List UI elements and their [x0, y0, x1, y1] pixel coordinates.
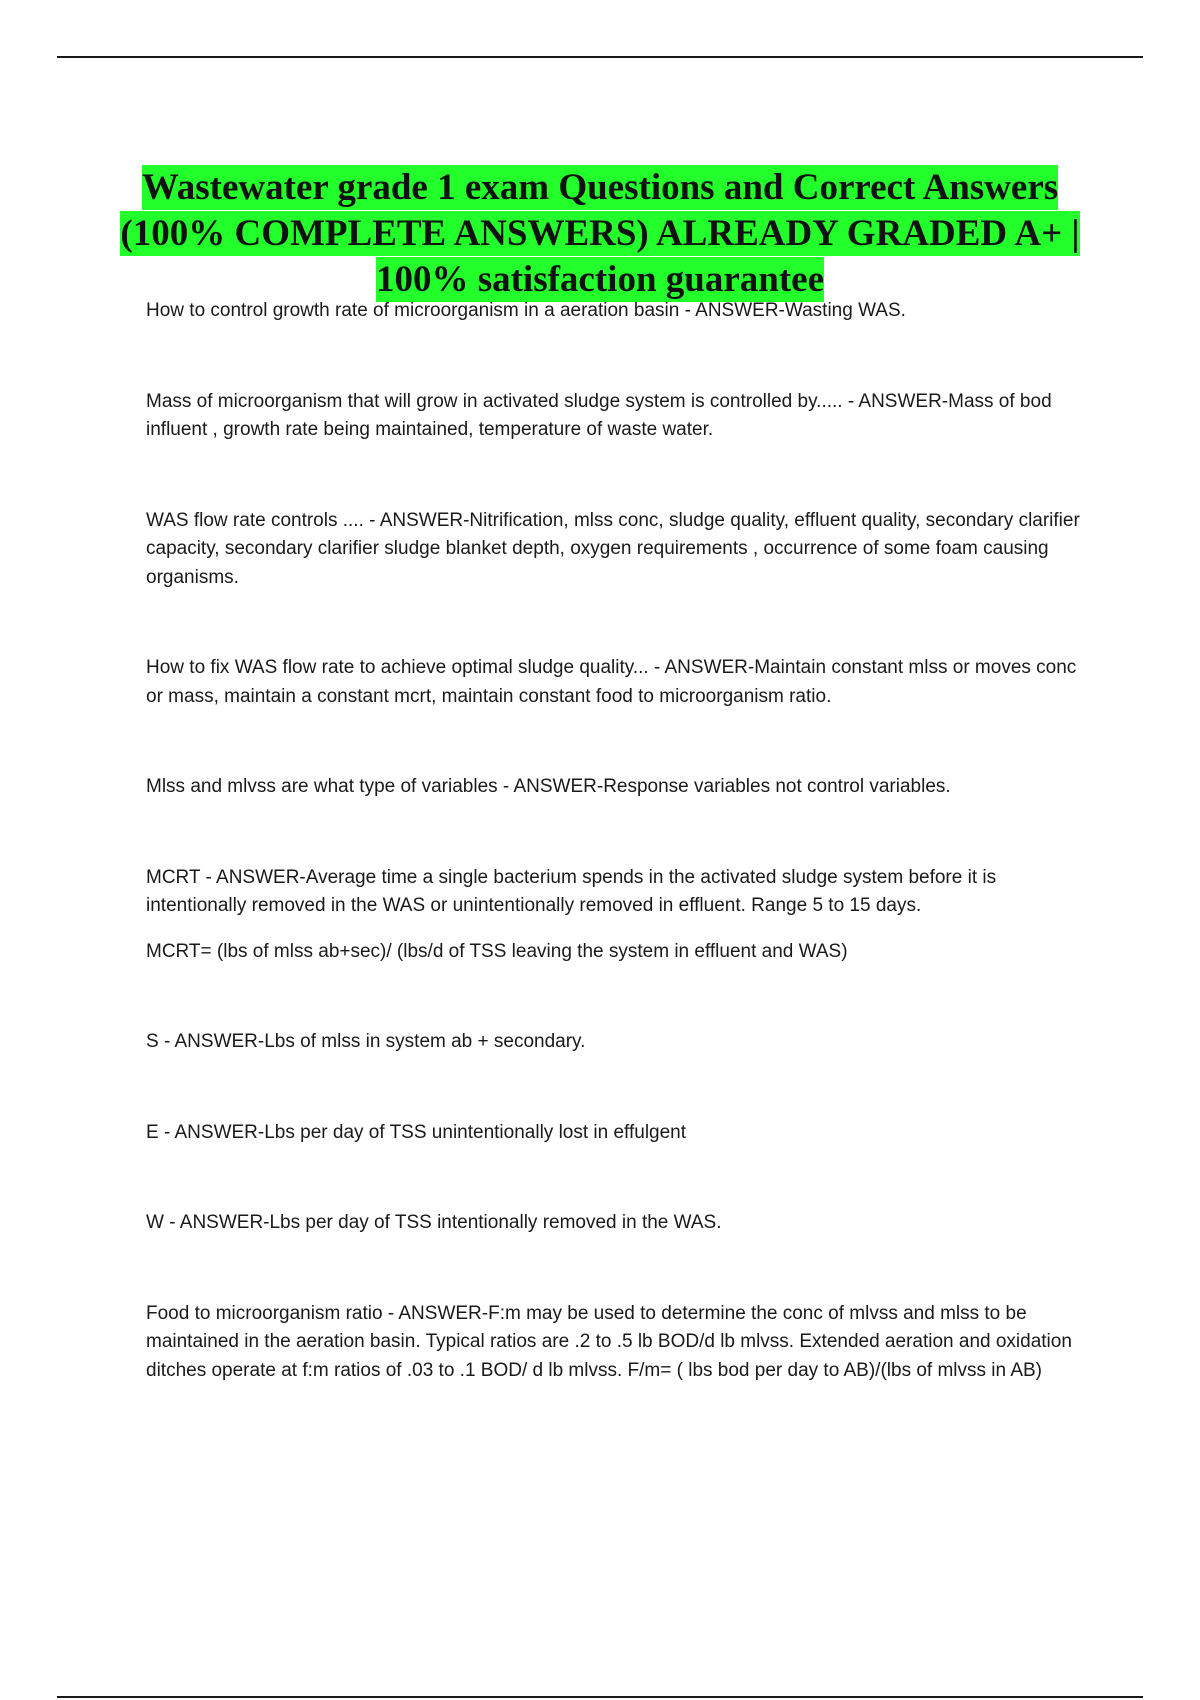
qa-item: E - ANSWER-Lbs per day of TSS unintentionally lost in effulgent [146, 1121, 687, 1143]
qa-item: Food to microorganism ratio - ANSWER-F:m may be used to determine the conc of mlvss and mlss to be maintained in the aeration basin. Typical ratios are .2 to .5 lb BOD/d lb mlvss. Extended aeration and oxidation ditches operate at f:m ratios of .03 to .1 BOD/ d lb mlvss. F/m= ( lbs bod per day to AB)/(lbs of mlvss in AB) [146, 1302, 1072, 1381]
qa-item: S - ANSWER-Lbs of mlss in system ab + secondary. [146, 1031, 586, 1052]
qa-item: Mlss and mlvss are what type of variables - ANSWER-Response variables not control variables. [146, 776, 951, 797]
header-divider [57, 56, 1143, 58]
qa-item: W - ANSWER-Lbs per day of TSS intentionally removed in the WAS. [146, 1212, 722, 1233]
qa-item: MCRT - ANSWER-Average time a single bacterium spends in the activated sludge system before it is intentionally removed in the WAS or unintentionally removed in effluent. Range 5 to 15 days. [146, 866, 997, 916]
page-title [120, 165, 1080, 303]
qa-item: WAS flow rate controls .... - ANSWER-Nitrification, mlss conc, sludge quality, effluent quality, secondary clarifier capacity, secondary clarifier sludge blanket depth, oxygen requirements , occurrence of some foam causing organisms. [146, 509, 1080, 588]
qa-formula: MCRT= (lbs of mlss ab+sec)/ (lbs/d of TSS leaving the system in effluent and WAS) [146, 940, 848, 962]
qa-list [146, 297, 1086, 1385]
page-title-text: Wastewater grade 1 exam Questions and Correct Answers (100% COMPLETE ANSWERS) ALREADY GRADED A+ | 100% satisfaction guarantee [120, 166, 1080, 300]
qa-item: How to control growth rate of microorganism in a aeration basin - ANSWER-Wasting WAS. [146, 300, 906, 321]
qa-item: How to fix WAS flow rate to achieve optimal sludge quality... - ANSWER-Maintain constant mlss or moves conc or mass, maintain a constant mcrt, maintain constant food to microorganism ratio. [146, 657, 1077, 707]
qa-item: Mass of microorganism that will grow in activated sludge system is controlled by..... - ANSWER-Mass of bod influent , growth rate being maintained, temperature of waste water. [146, 390, 1052, 440]
footer-divider [57, 1696, 1143, 1698]
